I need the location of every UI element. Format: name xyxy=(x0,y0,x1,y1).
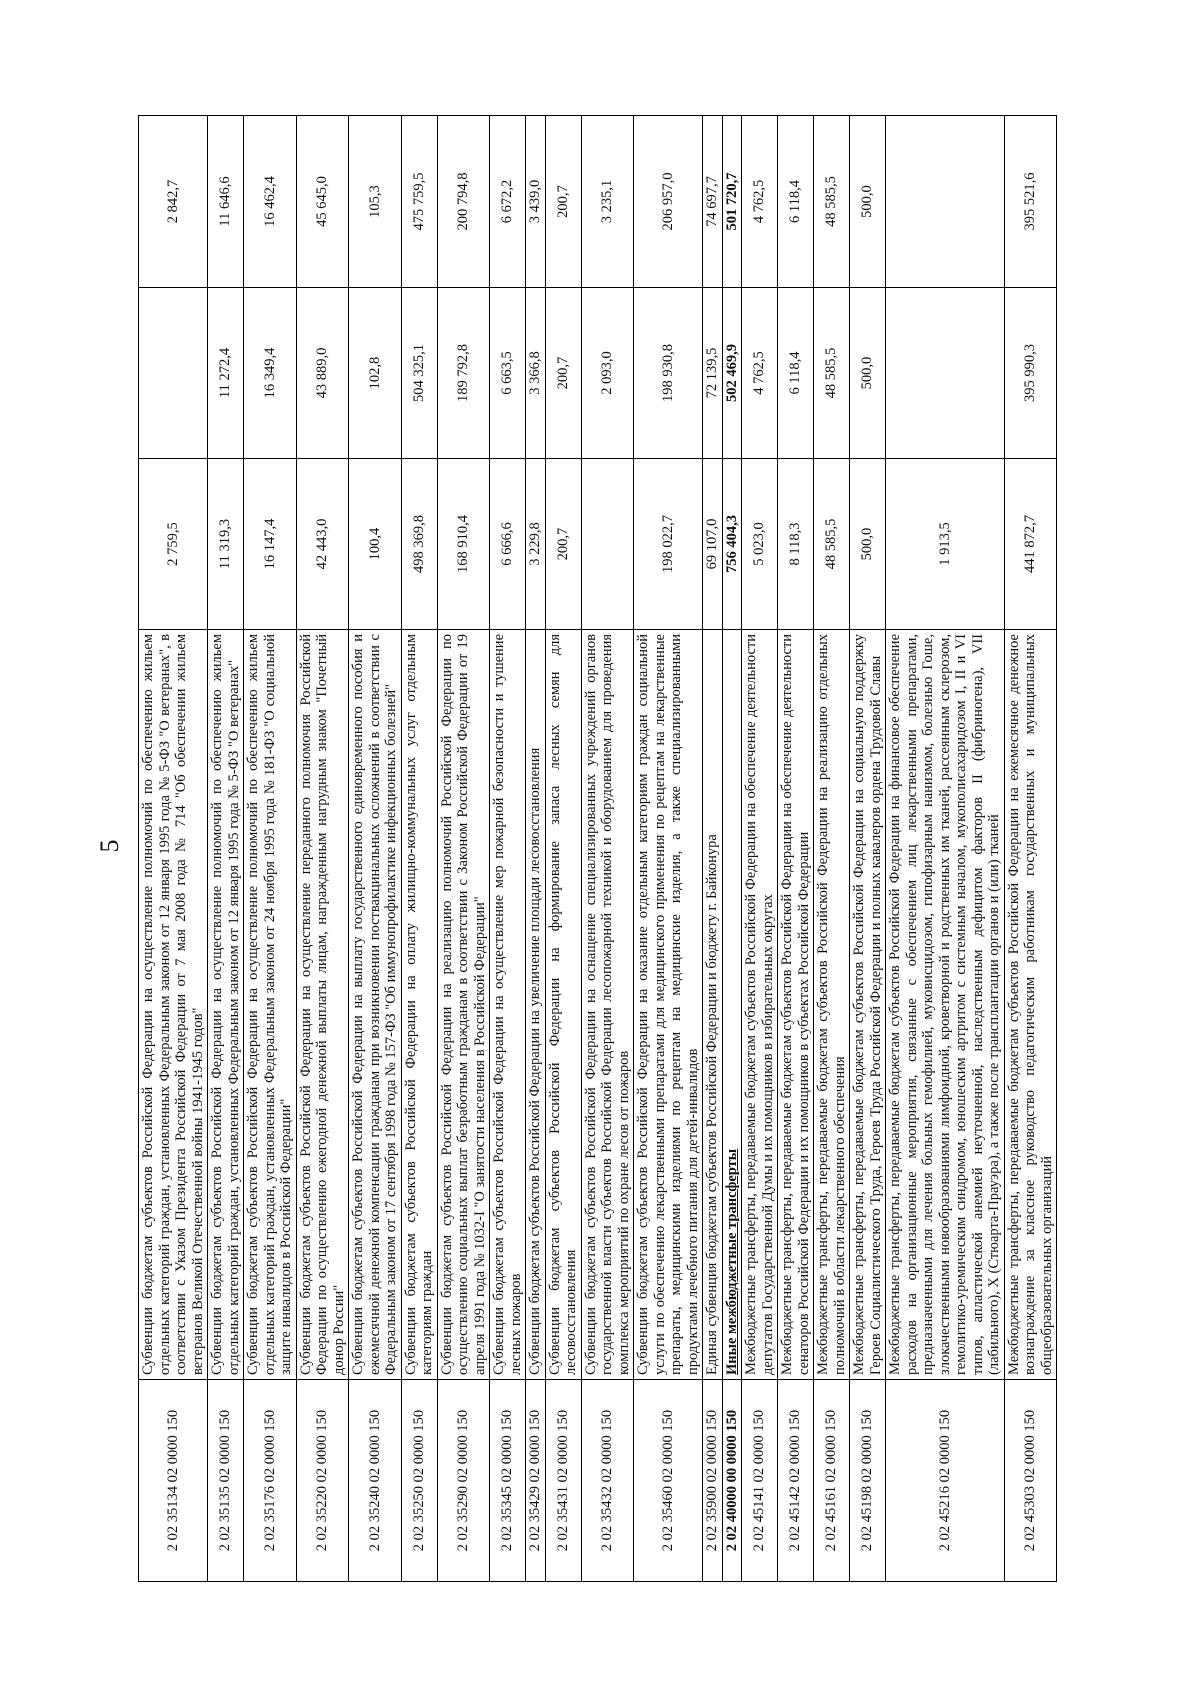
budget-code: 2 02 40000 00 0000 150 xyxy=(722,1380,742,1582)
value-col-3: 45 645,0 xyxy=(296,116,349,288)
table-row xyxy=(778,116,814,1582)
budget-code: 2 02 45141 02 0000 150 xyxy=(742,1380,778,1582)
page-number: 5 xyxy=(95,839,124,853)
value-col-1: 100,4 xyxy=(349,459,402,630)
value-col-3: 74 697,7 xyxy=(703,116,723,288)
value-col-1: 48 585,5 xyxy=(814,459,850,630)
table-row xyxy=(814,116,850,1582)
value-col-1: 3 229,8 xyxy=(526,459,546,630)
row-description: Субвенции бюджетам субъектов Российской Федерации на осуществление мер пожарной безопасности и тушение лесных пожаров xyxy=(490,630,526,1380)
row-description: Субвенции бюджетам субъектов Российской Федерации на оснащение специализированных учреждений органов государственной власти субъектов Российской Федерации лесопожарной техникой и оборудованием для проведения комплекса мероприятий по охране лесов от пожаров xyxy=(581,630,634,1380)
table-row xyxy=(349,116,402,1582)
budget-code: 2 02 35460 02 0000 150 xyxy=(634,1380,703,1582)
budget-code: 2 02 35240 02 0000 150 xyxy=(349,1380,402,1582)
value-col-1: 500,0 xyxy=(850,459,886,630)
value-col-1: 168 910,4 xyxy=(437,459,490,630)
table-body xyxy=(139,116,1057,1582)
value-col-1: 8 118,3 xyxy=(778,459,814,630)
budget-code: 2 02 35220 02 0000 150 xyxy=(296,1380,349,1582)
table-row xyxy=(545,116,581,1582)
budget-code: 2 02 35176 02 0000 150 xyxy=(244,1380,297,1582)
value-col-2: 43 889,0 xyxy=(296,288,349,459)
value-col-1: 2 759,5 xyxy=(139,459,208,630)
value-col-3: 200 794,8 xyxy=(437,116,490,288)
value-col-2: 16 349,4 xyxy=(244,288,297,459)
table-row xyxy=(722,116,742,1582)
value-col-2: 200,7 xyxy=(545,288,581,459)
row-description: Единая субвенция бюджетам субъектов Российской Федерации и бюджету г. Байконура xyxy=(703,630,723,1380)
row-description: Иные межбюджетные трансферты xyxy=(722,630,742,1380)
value-col-2: 48 585,5 xyxy=(814,288,850,459)
value-col-1 xyxy=(581,459,634,630)
value-col-3: 2 842,7 xyxy=(139,116,208,288)
row-description: Межбюджетные трансферты, передаваемые бюджетам субъектов Российской Федерации на социальную поддержку Героев Социалистического Труда, Героев Труда Российской Федерации и полных кавалеров ордена Трудовой Славы xyxy=(850,630,886,1380)
value-col-1: 756 404,3 xyxy=(722,459,742,630)
value-col-1: 16 147,4 xyxy=(244,459,297,630)
value-col-3: 3 235,1 xyxy=(581,116,634,288)
budget-code: 2 02 45303 02 0000 150 xyxy=(1004,1380,1057,1582)
value-col-3: 16 462,4 xyxy=(244,116,297,288)
value-col-2: 102,8 xyxy=(349,288,402,459)
row-description: Межбюджетные трансферты, передаваемые бюджетам субъектов Российской Федерации на ежемесячное денежное вознаграждение за классное руководство педагогическим работникам государственных и муниципальных общеобразовательных организаций xyxy=(1004,630,1057,1380)
value-col-1: 200,7 xyxy=(545,459,581,630)
value-col-2: 6 118,4 xyxy=(778,288,814,459)
value-col-3: 500,0 xyxy=(850,116,886,288)
budget-code: 2 02 35429 02 0000 150 xyxy=(526,1380,546,1582)
value-col-3: 4 762,5 xyxy=(742,116,778,288)
value-col-3: 6 672,2 xyxy=(490,116,526,288)
budget-code: 2 02 35290 02 0000 150 xyxy=(437,1380,490,1582)
table-row xyxy=(490,116,526,1582)
value-col-3: 11 646,6 xyxy=(208,116,244,288)
value-col-2 xyxy=(886,288,1005,459)
budget-code: 2 02 35250 02 0000 150 xyxy=(401,1380,437,1582)
row-description: Межбюджетные трансферты, передаваемые бюджетам субъектов Российской Федерации на реализацию отдельных полномочий в области лекарственного обеспечения xyxy=(814,630,850,1380)
table-row xyxy=(296,116,349,1582)
value-col-3: 501 720,7 xyxy=(722,116,742,288)
value-col-3: 48 585,5 xyxy=(814,116,850,288)
value-col-3: 395 521,6 xyxy=(1004,116,1057,288)
value-col-3: 3 439,0 xyxy=(526,116,546,288)
row-description: Субвенции бюджетам субъектов Российской Федерации на увеличение площади лесовосстановления xyxy=(526,630,546,1380)
row-description: Субвенции бюджетам субъектов Российской Федерации на осуществление переданного полномочия Российской Федерации по осуществлению ежегодной денежной выплаты лицам, награжденным нагрудным знаком "Почетный донор России" xyxy=(296,630,349,1380)
value-col-1: 5 023,0 xyxy=(742,459,778,630)
table-row xyxy=(437,116,490,1582)
value-col-2: 3 366,8 xyxy=(526,288,546,459)
row-description: Субвенции бюджетам субъектов Российской Федерации на осуществление полномочий по обеспечению жильем отдельных категорий граждан, установленных Федеральным законом от 12 января 1995 года № 5-ФЗ "О ветеранах" xyxy=(208,630,244,1380)
value-col-2 xyxy=(139,288,208,459)
row-description: Межбюджетные трансферты, передаваемые бюджетам субъектов Российской Федерации на обеспечение деятельности депутатов Государственной Думы и их помощников в избирательных округах xyxy=(742,630,778,1380)
row-description: Субвенции бюджетам субъектов Российской Федерации на выплату государственного единовременного пособия и ежемесячной денежной компенсации гражданам при возникновении поствакцинальных осложнений в соответствии с Федеральным законом от 17 сентября 1998 года № 157-ФЗ "Об иммунопрофилактике инфекционных болезней" xyxy=(349,630,402,1380)
value-col-1: 11 319,3 xyxy=(208,459,244,630)
table-row xyxy=(1004,116,1057,1582)
row-description: Субвенции бюджетам субъектов Российской Федерации на осуществление полномочий по обеспечению жильем отдельных категорий граждан, установленных Федеральным законом от 24 ноября 1995 года № 181-ФЗ "О социальной защите инвалидов в Российской Федерации" xyxy=(244,630,297,1380)
value-col-1: 441 872,7 xyxy=(1004,459,1057,630)
value-col-2: 72 139,5 xyxy=(703,288,723,459)
budget-code: 2 02 45216 02 0000 150 xyxy=(886,1380,1005,1582)
value-col-2: 395 990,3 xyxy=(1004,288,1057,459)
row-description: Субвенции бюджетам субъектов Российской Федерации на формирование запаса лесных семян для лесовосстановления xyxy=(545,630,581,1380)
table-row xyxy=(742,116,778,1582)
row-description: Субвенции бюджетам субъектов Российской Федерации на реализацию полномочий Российской Федерации по осуществлению социальных выплат безработным гражданам в соответствии с Законом Российской Федерации от 19 апреля 1991 года № 1032-I "О занятости населения в Российской Федерации" xyxy=(437,630,490,1380)
value-col-3 xyxy=(886,116,1005,288)
table-row xyxy=(208,116,244,1582)
table-row xyxy=(886,116,1005,1582)
value-col-3: 206 957,0 xyxy=(634,116,703,288)
value-col-2: 6 663,5 xyxy=(490,288,526,459)
table-row xyxy=(139,116,208,1582)
table-row xyxy=(703,116,723,1582)
budget-code: 2 02 35900 02 0000 150 xyxy=(703,1380,723,1582)
value-col-3: 475 759,5 xyxy=(401,116,437,288)
budget-code: 2 02 45142 02 0000 150 xyxy=(778,1380,814,1582)
budget-code: 2 02 35134 02 0000 150 xyxy=(139,1380,208,1582)
value-col-2: 2 093,0 xyxy=(581,288,634,459)
value-col-2: 198 930,8 xyxy=(634,288,703,459)
value-col-3: 105,3 xyxy=(349,116,402,288)
row-description: Субвенции бюджетам субъектов Российской Федерации на оплату жилищно-коммунальных услуг отдельным категориям граждан xyxy=(401,630,437,1380)
budget-code: 2 02 45161 02 0000 150 xyxy=(814,1380,850,1582)
value-col-3: 200,7 xyxy=(545,116,581,288)
table-row xyxy=(850,116,886,1582)
value-col-2: 504 325,1 xyxy=(401,288,437,459)
value-col-2: 500,0 xyxy=(850,288,886,459)
budget-code: 2 02 35432 02 0000 150 xyxy=(581,1380,634,1582)
table-row xyxy=(244,116,297,1582)
value-col-2: 502 469,9 xyxy=(722,288,742,459)
value-col-2: 11 272,4 xyxy=(208,288,244,459)
budget-code: 2 02 35135 02 0000 150 xyxy=(208,1380,244,1582)
value-col-1: 1 913,5 xyxy=(886,459,1005,630)
table-row xyxy=(581,116,634,1582)
budget-code: 2 02 35431 02 0000 150 xyxy=(545,1380,581,1582)
value-col-1: 42 443,0 xyxy=(296,459,349,630)
value-col-1: 198 022,7 xyxy=(634,459,703,630)
value-col-1: 6 666,6 xyxy=(490,459,526,630)
row-description: Межбюджетные трансферты, передаваемые бюджетам субъектов Российской Федерации на финансовое обеспечение расходов на организационные мероприятия, связанные с обеспечением лиц лекарственными препаратами, предназначенными для лечения больных гемофилией, муковисцидозом, гипофизарным нанизмом, болезнью Гоше, злокачественными новообразованиями лимфоидной, кроветворной и родственных им тканей, рассеянным склерозом, гемолитико-уремическим синдромом, юношеским артритом с системным началом, мукополисахаридозом I, II и VI типов, апластической анемией неуточненной, наследственным дефицитом факторов II (фибриногена), VII (лабильного), X (Стюарта-Прауэра), а также после трансплантации органов и (или) тканей xyxy=(886,630,1005,1380)
table-row xyxy=(401,116,437,1582)
value-col-1: 69 107,0 xyxy=(703,459,723,630)
value-col-3: 6 118,4 xyxy=(778,116,814,288)
row-description: Межбюджетные трансферты, передаваемые бюджетам субъектов Российской Федерации на обеспечение деятельности сенаторов Российской Федерации и их помощников в субъектах Российской Федерации xyxy=(778,630,814,1380)
budget-code: 2 02 35345 02 0000 150 xyxy=(490,1380,526,1582)
budget-revenue-table xyxy=(138,115,1057,1582)
budget-code: 2 02 45198 02 0000 150 xyxy=(850,1380,886,1582)
value-col-2: 4 762,5 xyxy=(742,288,778,459)
value-col-1: 498 369,8 xyxy=(401,459,437,630)
row-description: Субвенции бюджетам субъектов Российской Федерации на оказание отдельным категориям граждан социальной услуги по обеспечению лекарственными препаратами для медицинского применения по рецептам на лекарственные препараты, медицинскими изделиями по рецептам на медицинские изделия, а также специализированными продуктами лечебного питания для детей-инвалидов xyxy=(634,630,703,1380)
table-row xyxy=(634,116,703,1582)
table-row xyxy=(526,116,546,1582)
row-description: Субвенции бюджетам субъектов Российской Федерации на осуществление полномочий по обеспечению жильем отдельных категорий граждан, установленных Федеральным законом от 12 января 1995 года № 5-ФЗ "О ветеранах", в соответствии с Указом Президента Российской Федерации от 7 мая 2008 года № 714 "Об обеспечении жильем ветеранов Великой Отечественной войны 1941-1945 годов" xyxy=(139,630,208,1380)
value-col-2: 189 792,8 xyxy=(437,288,490,459)
